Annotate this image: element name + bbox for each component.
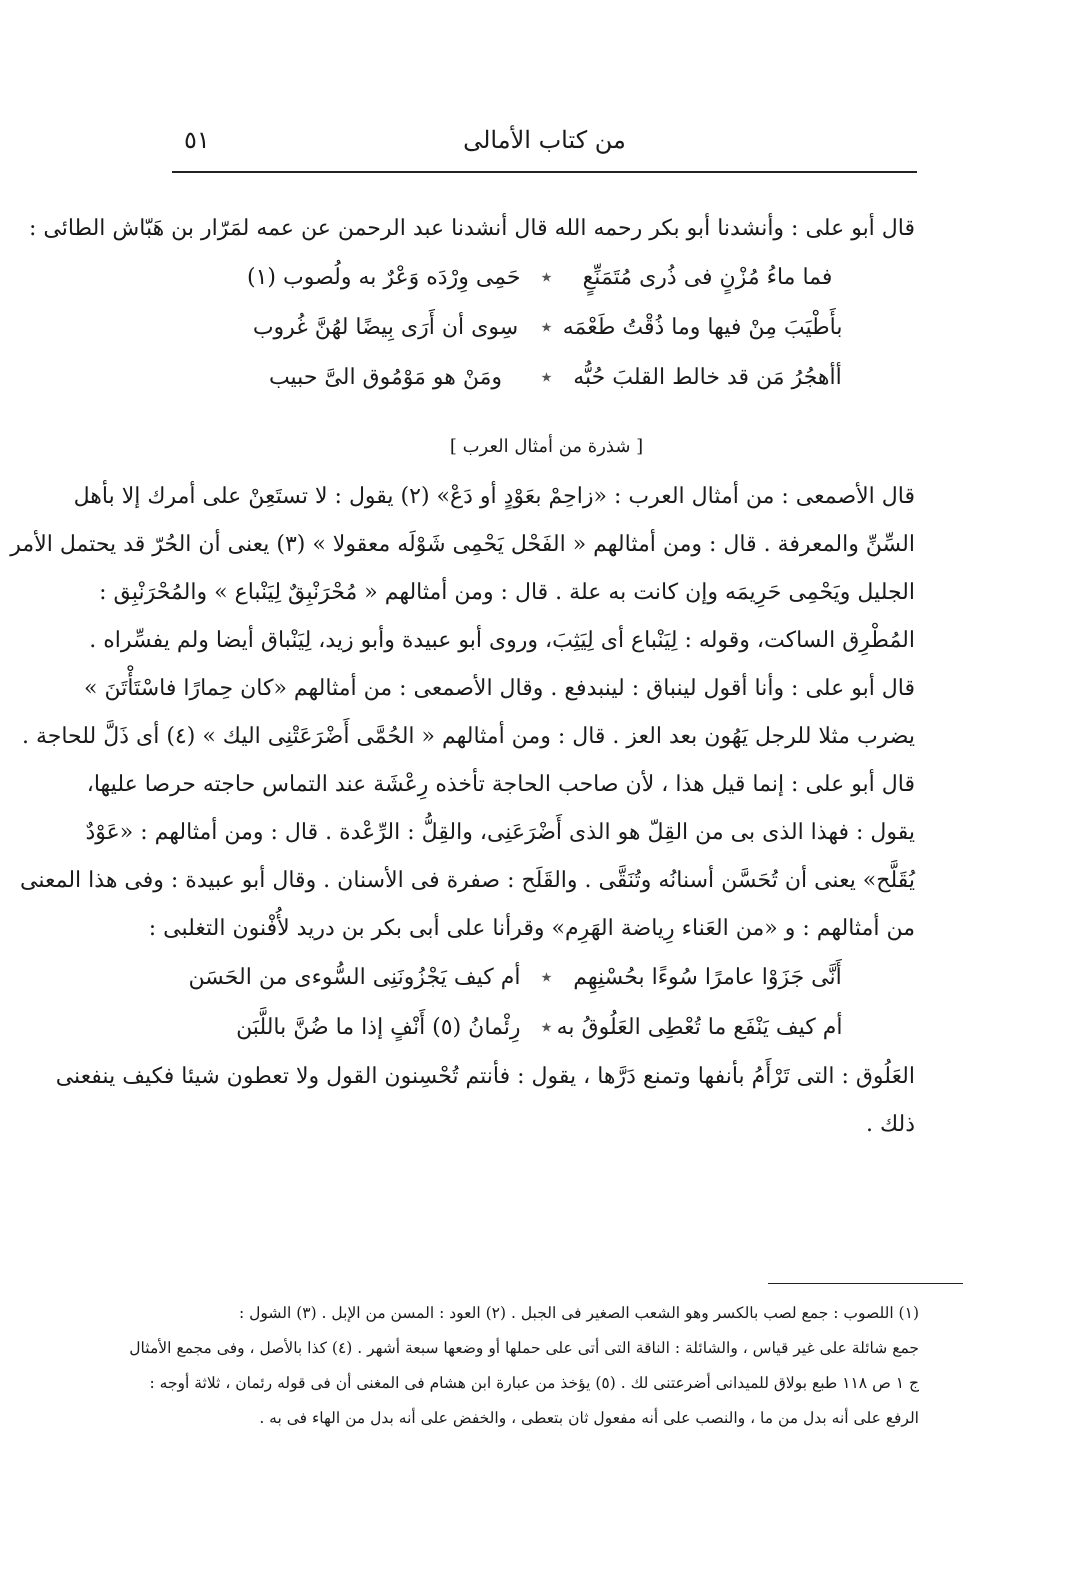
paragraph-line: العَلُوق : التى تَرْأَمُ بأنفها وتمنع دَرَّها ، يقول : فأنتم تُحْسِنون القول ولا تعطون شيئا فكيف ينفعنى bbox=[55, 1064, 915, 1089]
footnotes bbox=[129, 1296, 919, 1436]
verse-line bbox=[178, 1003, 915, 1053]
verse-second-hemistich: رِئْمانُ (٥) أَنْفٍ إذا ما ضُنَّ باللَّبَن bbox=[236, 1015, 521, 1040]
paragraph-line: قال أبو على : إنما قيل هذا ، لأن صاحب الحاجة تأخذه رِعْشَة عند التماس حاجته حرصا عليها، bbox=[86, 772, 915, 797]
paragraph-line: من أمثالهم : و «من العَناء رِياضة الهَرِم» وقرأنا على أبى بكر بن دريد لأُفْنون التغلبى : bbox=[148, 916, 915, 941]
footnote-line: جمع شائلة على غير قياس ، والشائلة : الناقة التى أتى على حملها أو وضعها سبعة أشهر . (٤) كذا بالأصل ، وفى مجمع الأمثال bbox=[129, 1339, 919, 1357]
verse-line bbox=[178, 953, 915, 1003]
footnote-line: ج ١ ص ١١٨ طبع بولاق للميدانى أضرعتنى لك . (٥) يؤخذ من عبارة ابن هشام فى المغنى أن فى قوله رئمان ، ثلاثة أوجه : bbox=[149, 1374, 919, 1392]
verse-separator: ٭ bbox=[540, 265, 553, 290]
verse-second-hemistich: أم كيف يَجْزُونَنِى السُّوءى من الحَسَن bbox=[188, 965, 521, 990]
paragraph-line: المُطْرِق الساكت، وقوله : لِيَنْباع أى لِيَثِبَ، وروى أبو عبيدة وأبو زيد، لِيَنْباق أيضا ولم يفسِّراه . bbox=[89, 628, 915, 653]
verse-first-hemistich: أم كيف يَنْفَع ما تُعْطِى العَلُوقُ به bbox=[556, 1015, 843, 1040]
verse-second-hemistich: حَمِى وِرْدَه وَعْرٌ به ولُصوب (١) bbox=[247, 265, 521, 290]
main-text bbox=[10, 205, 915, 1149]
verse-separator: ٭ bbox=[540, 315, 553, 340]
verse-first-hemistich: بأَطْيَبَ مِنْ فيها وما ذُقْتُ طَعْمَه bbox=[562, 315, 843, 340]
paragraph-line: الجليل ويَحْمِى حَرِيمَه وإن كانت به علة . قال : ومن أمثالهم « مُحْرَنْبِقٌ لِيَنْباع » والمُحْرَنْبِق : bbox=[99, 580, 915, 605]
verse-second-hemistich: ومَنْ هو مَوْمُوق الىَّ حبيب bbox=[268, 365, 503, 390]
verse-line bbox=[178, 353, 915, 403]
page-number: ٥١ bbox=[184, 126, 210, 154]
paragraph-line: يضرب مثلا للرجل يَهُون بعد العز . قال : ومن أمثالهم « الحُمَّى أَضْرَعَتْنِى اليك » (٤) أى ذَلَّ للحاجة . bbox=[21, 724, 915, 749]
paragraph-line: يُقَلَّح» يعنى أن تُحَسَّن أسنانُه وتُنَقَّى . والقَلَح : صفرة فى الأسنان . وقال أبو عبيدة : وفى هذا المعنى bbox=[20, 868, 915, 893]
paragraph-line: قال الأصمعى : من أمثال العرب : «زاحِمْ بعَوْدٍ أو دَعْ» (٢) يقول : لا تستَعِنْ على أمرك إلا بأهل bbox=[73, 484, 915, 509]
paragraph-line: ذلك . bbox=[865, 1112, 915, 1137]
verse-first-hemistich: أأهجُرُ مَن قد خالط القلبَ حُبُّه bbox=[573, 365, 842, 390]
paragraph-line: يقول : فهذا الذى بى من القِلّ هو الذى أَضْرَعَنِى، والقِلُّ : الرِّعْدة . قال : ومن أمثالهم : «عَوْدٌ bbox=[85, 820, 915, 845]
running-title: من كتاب الأمالى bbox=[463, 126, 626, 154]
verse-first-hemistich: أَنَّى جَزَوْا عامرًا سُوءًا بحُسْنِهِم bbox=[573, 965, 842, 990]
verse-first-hemistich: فما ماءُ مُزْنٍ فى ذُرى مُتَمَنِّعٍ bbox=[582, 265, 833, 290]
section-heading: [ شذرة من أمثال العرب ] bbox=[449, 436, 644, 457]
verse-separator: ٭ bbox=[540, 965, 553, 990]
verse-separator: ٭ bbox=[540, 365, 553, 390]
footnote-line: الرفع على أنه بدل من ما ، والنصب على أنه مفعول ثان بتعطى ، والخفض على أنه بدل من الهاء فى به . bbox=[259, 1409, 919, 1427]
intro-line: قال أبو على : وأنشدنا أبو بكر رحمه الله قال أنشدنا عبد الرحمن عن عمه لمَرّار بن هَبّاش الطائى : bbox=[28, 216, 915, 241]
paragraph-line: قال أبو على : وأنا أقول لينباق : لينبدفع . وقال الأصمعى : من أمثالهم «كان حِمارًا فاسْتَأْتَنَ » bbox=[84, 676, 915, 701]
footnote-rule bbox=[768, 1283, 963, 1284]
paragraph-line: السِّنِّ والمعرفة . قال : ومن أمثالهم « الفَحْل يَحْمِى شَوْلَه معقولا » (٣) يعنى أن الحُرّ قد يحتمل الأمر bbox=[10, 532, 915, 557]
header-rule bbox=[172, 171, 917, 173]
verse-line bbox=[178, 253, 915, 303]
verse-separator: ٭ bbox=[540, 1015, 553, 1040]
footnote-line: (١) اللصوب : جمع لصب بالكسر وهو الشعب الصغير فى الجبل . (٢) العود : المسن من الإبل . (٣) الشول : bbox=[239, 1304, 919, 1322]
verse-second-hemistich: سِوى أن أَرَى بِيضًا لهُنَّ غُروب bbox=[252, 315, 519, 340]
verse-line bbox=[178, 303, 915, 353]
page-header bbox=[172, 118, 917, 166]
